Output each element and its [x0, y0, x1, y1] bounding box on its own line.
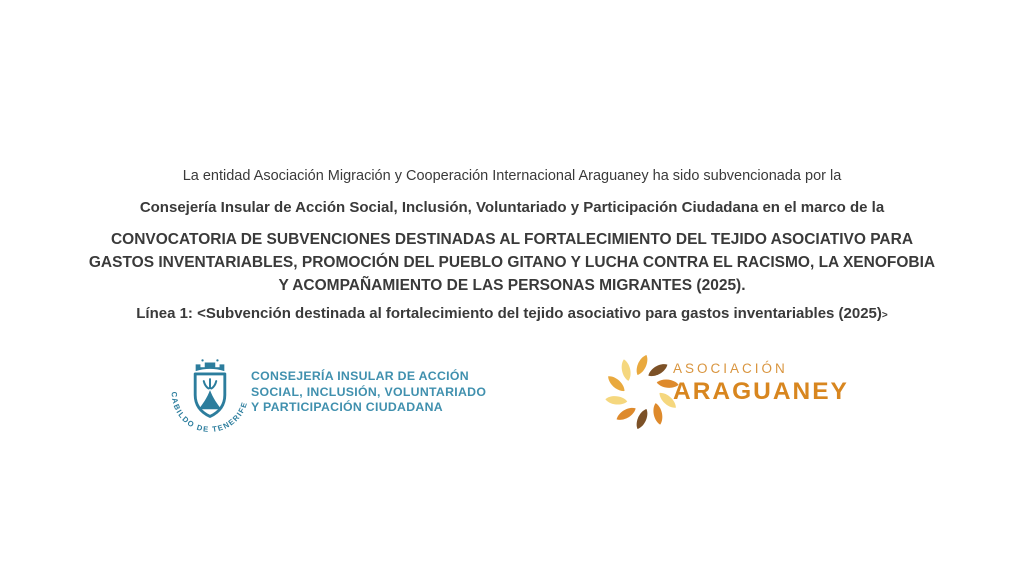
- convocatoria-line-2: GASTOS INVENTARIABLES, PROMOCIÓN DEL PUEBLO GITANO Y LUCHA CONTRA EL RACISMO, LA XENOFOBIA: [88, 254, 936, 271]
- convocatoria-paragraph: [0, 228, 1024, 297]
- araguaney-wordmark: [673, 361, 849, 405]
- department-line-3: Y PARTICIPACIÓN CIUDADANA: [251, 400, 443, 415]
- leaf-shape: [620, 359, 633, 382]
- araguaney-leaves-icon: [602, 349, 682, 433]
- araguaney-name-top: ASOCIACIÓN: [673, 361, 788, 376]
- leaf-shape: [615, 405, 638, 423]
- department-line-2: SOCIAL, INCLUSIÓN, VOLUNTARIADO: [251, 384, 487, 399]
- araguaney-name-bottom: ARAGUANEY: [673, 378, 849, 405]
- convocatoria-line-1: CONVOCATORIA DE SUBVENCIONES DESTINADAS AL FORTALECIMIENTO DEL TEJIDO ASOCIATIVO PARA: [110, 231, 914, 248]
- leaf-shape: [646, 361, 669, 379]
- crown-dot-right: [216, 359, 218, 361]
- leaf-shape: [634, 407, 650, 430]
- department-line-1: CONSEJERÍA INSULAR DE ACCIÓN: [251, 369, 469, 383]
- statement-line-consejeria: Consejería Insular de Acción Social, Inclusión, Voluntariado y Participación Ciudadana en el marco de la: [139, 199, 885, 216]
- statement-line-entity: La entidad Asociación Migración y Cooperación Internacional Araguaney ha sido subvencionada por la: [182, 168, 842, 184]
- cabildo-department-name: [251, 369, 486, 416]
- crown-dot-left: [201, 359, 203, 361]
- leaf-shape: [634, 353, 650, 376]
- leaf-shape: [605, 395, 628, 406]
- cabildo-tenerife-seal-icon: [167, 349, 253, 439]
- linea1-text: Línea 1: <Subvención destinada al fortalecimiento del tejido asociativo para gastos inventariables (2025): [136, 305, 882, 322]
- linea1-closing-bracket: >: [881, 310, 888, 321]
- convocatoria-line-3: Y ACOMPAÑAMIENTO DE LAS PERSONAS MIGRANTES (2025).: [278, 277, 746, 294]
- leaf-shape: [605, 373, 627, 394]
- linea1-statement: [0, 305, 1024, 322]
- leaf-shape: [652, 402, 665, 425]
- crown-shape: [196, 362, 225, 371]
- seal-arc-label: CABILDO DE TENERIFE: [169, 391, 250, 435]
